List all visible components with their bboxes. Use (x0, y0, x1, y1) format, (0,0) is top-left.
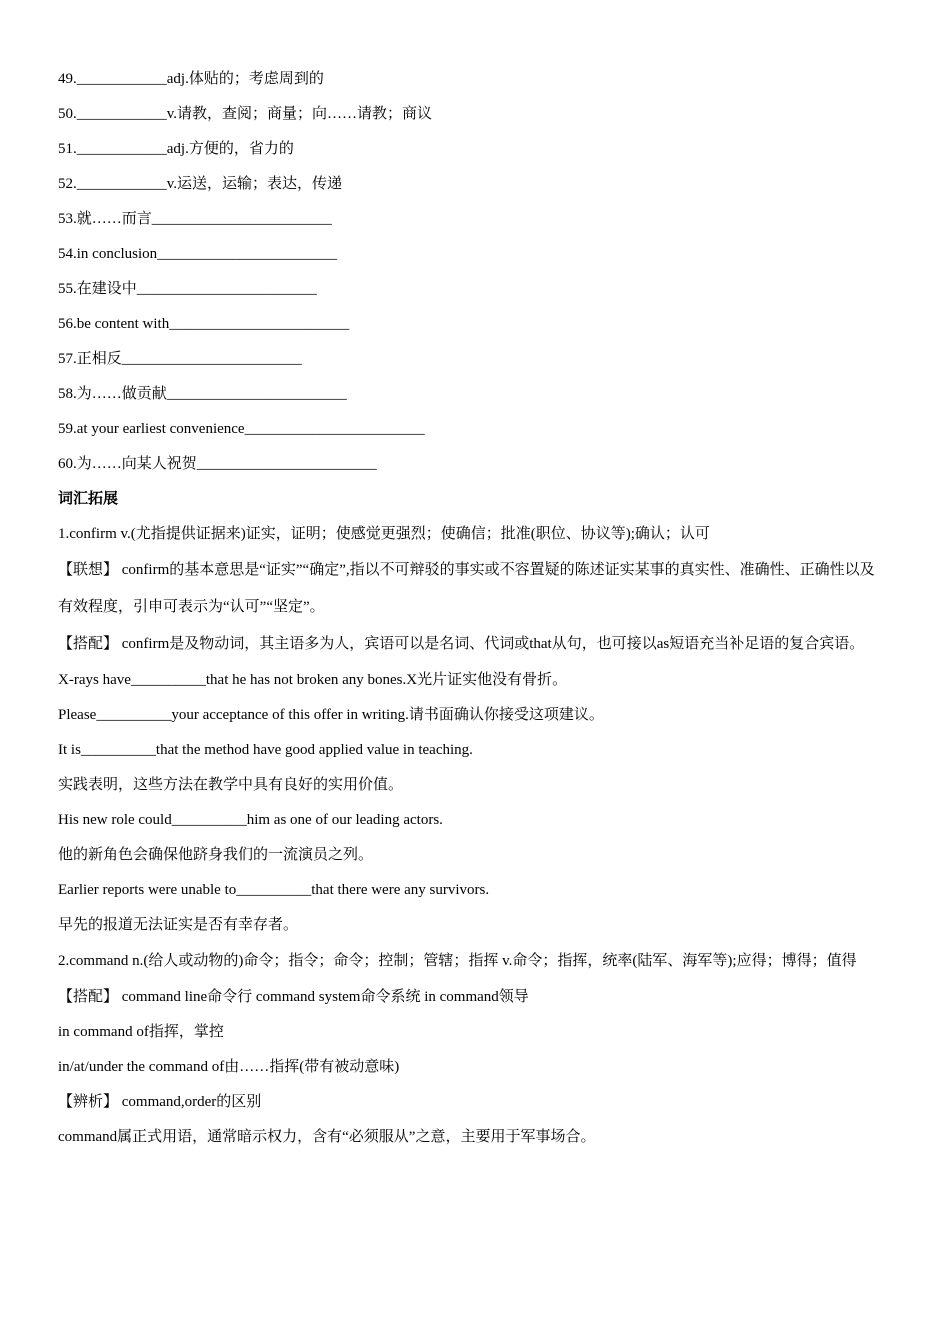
confirm-example-4-translation: 他的新角色会确保他跻身我们的一流演员之列。 (58, 847, 374, 863)
document-page (58, 62, 888, 1155)
confirm-example-5: Earlier reports were unable to__________that there were any survivors. (58, 882, 490, 898)
confirm-example-3: It is__________that the method have good applied value in teaching. (58, 742, 473, 758)
command-line-2: in/at/under the command of由……指挥(带有被动意味) (58, 1059, 400, 1075)
vocab-item-53: 53.就……而言________________________ (58, 211, 332, 227)
confirm-example-3-translation: 实践表明，这些方法在教学中具有良好的实用价值。 (58, 777, 404, 793)
command-analysis-text: command属正式用语，通常暗示权力，含有“必须服从”之意，主要用于军事场合。 (58, 1129, 596, 1145)
confirm-example-4: His new role could__________him as one of our leading actors. (58, 812, 443, 828)
vocab-item-55: 55.在建设中________________________ (58, 281, 317, 297)
section-title: 词汇拓展 (58, 491, 119, 507)
confirm-example-2: Please__________your acceptance of this offer in writing.请书面确认你接受这项建议。 (58, 707, 604, 723)
vocab-item-58: 58.为……做贡献________________________ (58, 386, 347, 402)
vocab-item-51: 51.____________adj.方便的，省力的 (58, 141, 294, 157)
vocab-item-56: 56.be content with________________________ (58, 316, 350, 332)
vocab-item-50: 50.____________v.请教，查阅；商量；向……请教；商议 (58, 106, 433, 122)
confirm-example-5-translation: 早先的报道无法证实是否有幸存者。 (58, 917, 299, 933)
vocab-item-49: 49.____________adj.体贴的；考虑周到的 (58, 71, 324, 87)
command-line-1: in command of指挥，掌控 (58, 1024, 224, 1040)
vocab-item-52: 52.____________v.运送，运输；表达，传递 (58, 176, 343, 192)
vocab-item-59: 59.at your earliest convenience________________________ (58, 421, 425, 437)
confirm-definition: 1.confirm v.(尤指提供证据来)证实，证明；使感觉更强烈；使确信；批准(职位、协议等);确认；认可 (58, 526, 710, 542)
command-analysis-heading: 【辨析】 command,order的区别 (58, 1094, 262, 1110)
vocab-item-54: 54.in conclusion________________________ (58, 246, 338, 262)
vocab-item-57: 57.正相反________________________ (58, 351, 302, 367)
confirm-example-1: X-rays have__________that he has not broken any bones.X光片证实他没有骨折。 (58, 672, 568, 688)
confirm-association: 【联想】 confirm的基本意思是“证实”“确定”,指以不可辩驳的事实或不容置疑的陈述证实某事的真实性、准确性、正确性以及有效程度，引申可表示为“认可”“坚定”。 (58, 562, 875, 615)
confirm-collocation: 【搭配】 confirm是及物动词，其主语多为人，宾语可以是名词、代词或that从句，也可接以as短语充当补足语的复合宾语。 (58, 636, 865, 652)
vocab-item-60: 60.为……向某人祝贺________________________ (58, 456, 377, 472)
command-definition: 2.command n.(给人或动物的)命令；指令；命令；控制；管辖；指挥 v.命令；指挥，统率(陆军、海军等);应得；博得；值得 (58, 953, 857, 969)
command-collocation: 【搭配】 command line命令行 command system命令系统 in command领导 (58, 989, 529, 1005)
